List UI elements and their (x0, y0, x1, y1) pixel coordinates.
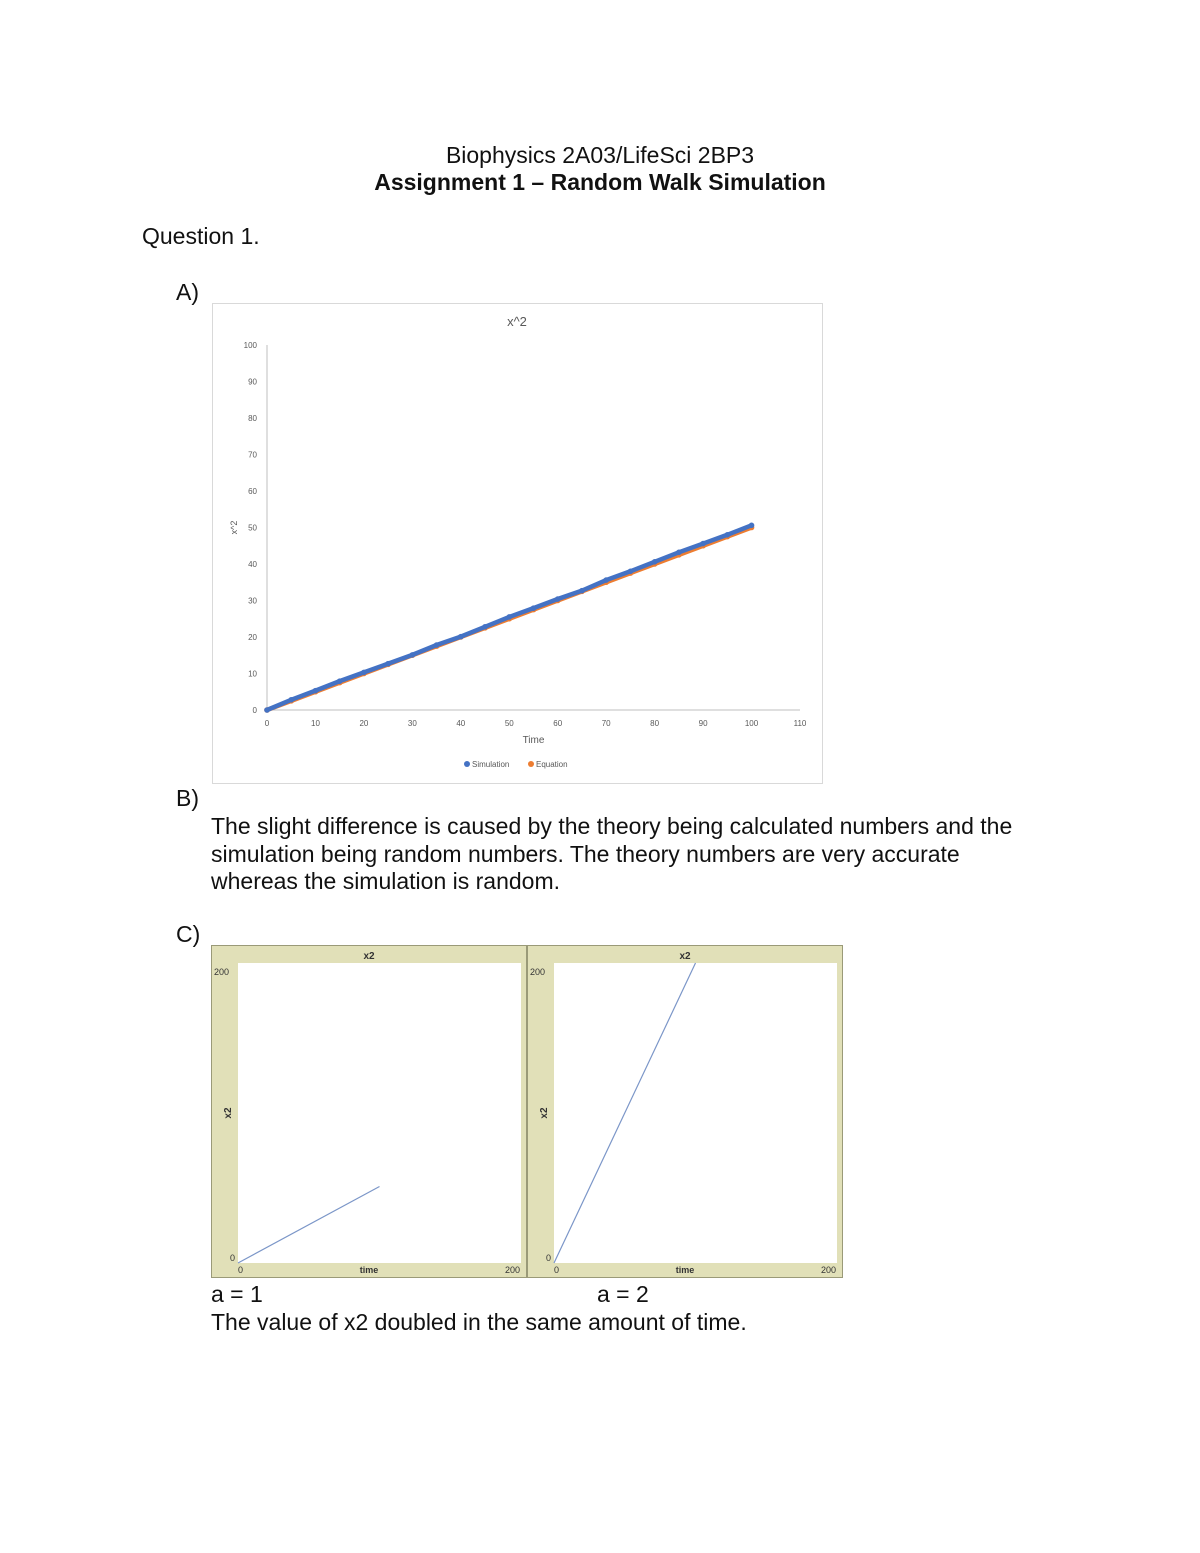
data-point-simulation (676, 550, 682, 556)
data-point-simulation (313, 688, 319, 694)
y-tick-label: 40 (248, 560, 257, 569)
plot-title: x2 (679, 951, 691, 962)
x-tick-label: 70 (601, 719, 611, 728)
y-tick-label: 60 (248, 487, 257, 496)
plot-area (554, 963, 837, 1263)
part-c-label: C) (176, 921, 201, 947)
x-axis-label: time (675, 1265, 695, 1275)
netlogo-plot-a1-svg (211, 945, 527, 1278)
data-point-simulation (555, 596, 561, 602)
part-b-label: B) (176, 785, 199, 811)
answer-line: The slight difference is caused by the theory being calculated numbers and the (211, 813, 1013, 839)
y-tick-label: 80 (248, 414, 257, 423)
y-tick-label: 90 (248, 377, 257, 387)
x-axis-label: time (359, 1265, 379, 1275)
x-tick-label: 200 (504, 1265, 520, 1275)
x-tick-label: 10 (311, 719, 320, 728)
x-tick-label: 110 (793, 719, 807, 728)
y-axis-label: x2 (223, 1107, 234, 1119)
legend-label-simulation: Simulation (472, 760, 510, 769)
part-a-label: A) (176, 279, 199, 305)
y-tick-label: 70 (248, 450, 257, 460)
answer-line: simulation being random numbers. The theory numbers are very accurate (211, 840, 960, 867)
data-point-simulation (385, 661, 391, 667)
y-tick-label: 0 (252, 706, 257, 715)
x-tick-label: 200 (820, 1265, 836, 1275)
data-point-simulation (725, 532, 731, 538)
answer-line: whereas the simulation is random. (211, 868, 560, 894)
y-axis-label: x^2 (229, 520, 239, 535)
x-tick-label: 0 (238, 1265, 244, 1275)
part-c-conclusion: The value of x2 doubled in the same amount of time. (211, 1309, 747, 1335)
y-tick-label: 100 (243, 341, 257, 350)
y-tick-label: 10 (248, 669, 257, 679)
x-axis-label: Time (522, 735, 545, 746)
data-point-simulation (652, 559, 658, 565)
x-tick-label: 0 (264, 719, 270, 728)
data-point-simulation (603, 577, 609, 583)
caption-a1: a = 1 (211, 1281, 263, 1307)
question-label: Question 1. (142, 223, 260, 249)
x-tick-label: 80 (650, 719, 660, 728)
chart-x-squared-svg (213, 304, 822, 783)
data-point-simulation (700, 541, 706, 547)
legend-label-equation: Equation (536, 760, 568, 769)
data-point-simulation (458, 634, 464, 640)
y-tick-label: 0 (545, 1253, 551, 1263)
plot-title: x2 (363, 951, 375, 962)
data-point-simulation (628, 569, 634, 575)
x-tick-label: 0 (554, 1265, 560, 1275)
x-tick-label: 50 (504, 719, 514, 728)
y-tick-label: 0 (229, 1253, 235, 1263)
data-point-simulation (264, 707, 270, 713)
course-title: Biophysics 2A03/LifeSci 2BP3 (445, 142, 755, 168)
y-tick-label: 30 (248, 596, 257, 606)
data-point-simulation (482, 624, 488, 630)
y-tick-label: 50 (248, 523, 257, 533)
data-point-simulation (531, 605, 537, 611)
x-tick-label: 20 (359, 719, 369, 728)
x-tick-label: 60 (553, 719, 563, 728)
data-point-simulation (434, 642, 440, 648)
data-point-simulation (749, 523, 755, 529)
assignment-title: Assignment 1 – Random Walk Simulation (374, 169, 826, 195)
x-tick-label: 30 (407, 719, 417, 728)
x-tick-label: 100 (744, 719, 759, 728)
y-tick-label: 20 (248, 633, 257, 642)
part-b-answer (211, 813, 1071, 896)
x-tick-label: 90 (698, 719, 708, 728)
chart-x-squared (212, 303, 823, 784)
data-point-simulation (410, 652, 416, 658)
plot-area (238, 963, 521, 1263)
data-point-simulation (337, 678, 343, 684)
y-tick-label: 200 (530, 967, 546, 977)
netlogo-plot-a1 (211, 945, 527, 1278)
chart-title: x^2 (507, 314, 527, 329)
y-tick-label: 200 (214, 967, 230, 977)
y-axis-label: x2 (539, 1107, 550, 1119)
x-tick-label: 40 (456, 719, 466, 728)
data-point-simulation (361, 670, 367, 676)
legend-marker-equation (528, 761, 534, 767)
data-point-simulation (579, 588, 585, 594)
data-point-simulation (288, 697, 294, 703)
legend-marker-simulation (464, 761, 470, 767)
netlogo-plot-a2-svg (527, 945, 843, 1278)
data-point-simulation (506, 614, 512, 620)
netlogo-plot-a2 (527, 945, 843, 1278)
caption-a2: a = 2 (597, 1281, 649, 1307)
